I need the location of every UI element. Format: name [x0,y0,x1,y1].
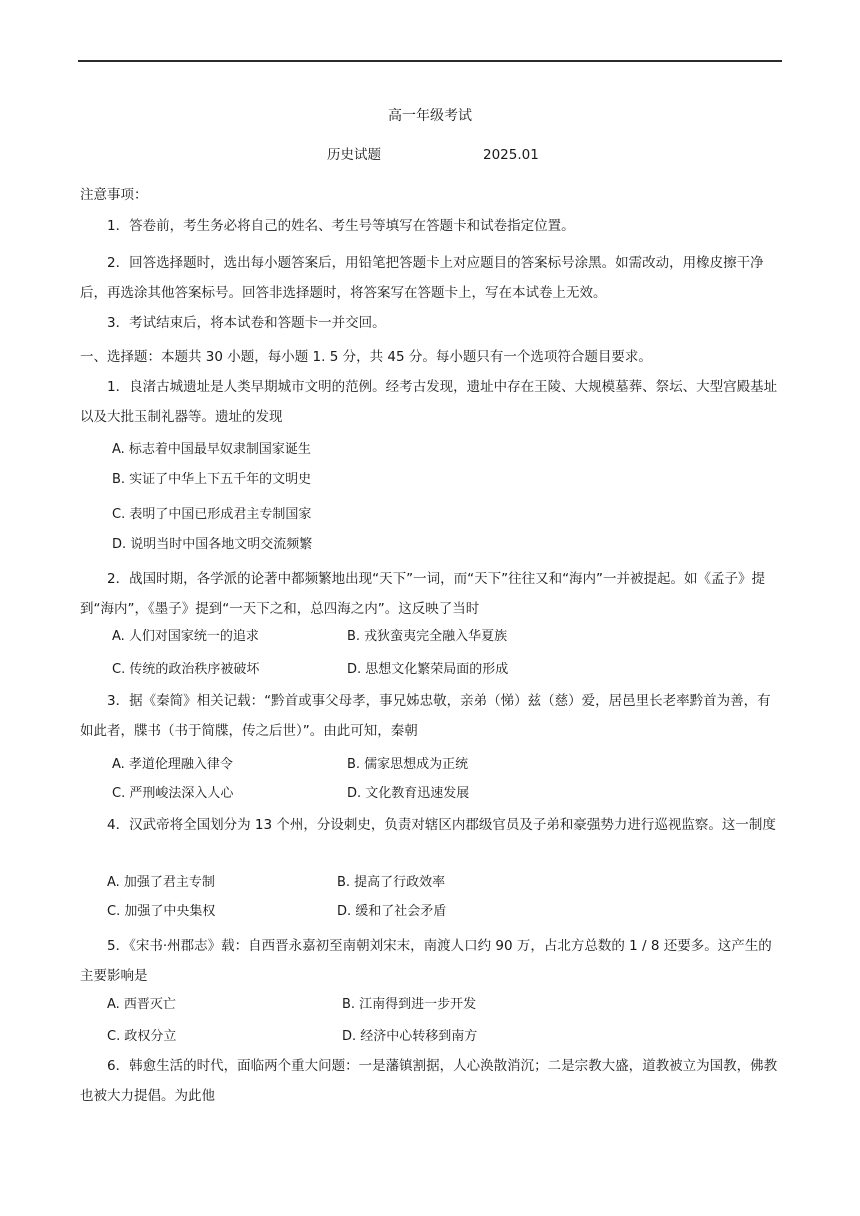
question-4-stem: 4．汉武帝将全国划分为 13 个州，分设刺史，负责对辖区内郡级官员及子弟和豪强势力进行巡视监察。这一制度 [107,817,776,833]
notice-heading: 注意事项： [80,187,148,203]
exam-title: 高一年级考试 [388,108,472,124]
question-1-option-a[interactable]: A. 标志着中国最早奴隶制国家诞生 [112,442,311,457]
question-3-option-a[interactable]: A. 孝道伦理融入律令 [112,757,233,772]
header-rule [78,60,782,62]
question-5-option-d[interactable]: D. 经济中心转移到南方 [342,1029,478,1044]
section-heading: 一、选择题：本题共 30 小题，每小题 1. 5 分，共 45 分。每小题只有一个选项符合题目要求。 [80,349,652,365]
question-5-option-a[interactable]: A. 西晋灭亡 [107,997,176,1012]
question-4-option-a[interactable]: A. 加强了君主专制 [107,875,215,890]
question-6-stem: 6．韩愈生活的时代，面临两个重大问题：一是藩镇割据，人心涣散消沉；二是宗教大盛，道教被立为国教，佛教也被大力提倡。为此他 [80,1058,778,1104]
question-5-option-c[interactable]: C. 政权分立 [107,1029,177,1044]
question-3-option-b[interactable]: B. 儒家思想成为正统 [347,757,469,772]
question-2-option-b[interactable]: B. 戎狄蛮夷完全融入华夏族 [347,629,508,644]
exam-date: 2025.01 [483,147,539,163]
notice-item-3: 3．考试结束后，将本试卷和答题卡一并交回。 [107,315,386,331]
question-3-stem: 3．据《秦简》相关记载：“黔首或事父母孝，事兄姊忠敬，亲弟（悌）兹（慈）爱，居邑里长老率黔首为善，有如此者，牒书（书于简牒，传之后世）”。由此可知，秦朝 [80,693,771,739]
question-1-option-c[interactable]: C. 表明了中国已形成君主专制国家 [112,507,312,522]
question-1-option-b[interactable]: B. 实证了中华上下五千年的文明史 [112,472,312,487]
subject-title: 历史试题 [327,147,381,163]
question-2-option-d[interactable]: D. 思想文化繁荣局面的形成 [347,662,509,677]
question-2-option-a[interactable]: A. 人们对国家统一的追求 [112,629,259,644]
question-3-option-d[interactable]: D. 文化教育迅速发展 [347,786,470,801]
question-2-stem: 2．战国时期，各学派的论著中都频繁地出现“天下”一词，而“天下”往往又和“海内”一并被提起。如《孟子》提到“海内”，《墨子》提到“一天下之和，总四海之内”。这反映了当时 [80,571,766,617]
notice-item-1: 1．答卷前，考生务必将自己的姓名、考生号等填写在答题卡和试卷指定位置。 [107,218,575,234]
question-3-option-c[interactable]: C. 严刑峻法深入人心 [112,786,234,801]
notice-item-2: 2．回答选择题时，选出每小题答案后，用铅笔把答题卡上对应题目的答案标号涂黑。如需改动，用橡皮擦干净后，再选涂其他答案标号。回答非选择题时，将答案写在答题卡上，写在本试卷上无效。 [80,255,764,301]
question-5-stem: 5．《宋书·州郡志》载：自西晋永嘉初至南朝刘宋末，南渡人口约 90 万，占北方总数的 1 / 8 还要多。这产生的主要影响是 [80,938,772,984]
question-5-option-b[interactable]: B. 江南得到进一步开发 [342,997,477,1012]
question-2-option-c[interactable]: C. 传统的政治秩序被破坏 [112,662,260,677]
question-4-option-c[interactable]: C. 加强了中央集权 [107,904,216,919]
question-4-option-d[interactable]: D. 缓和了社会矛盾 [337,904,447,919]
question-1-stem: 1．良渚古城遗址是人类早期城市文明的范例。经考古发现，遗址中存在王陵、大规模墓葬、祭坛、大型宫殿基址以及大批玉制礼器等。遗址的发现 [80,379,778,425]
question-1-option-d[interactable]: D. 说明当时中国各地文明交流频繁 [112,537,313,552]
question-4-option-b[interactable]: B. 提高了行政效率 [337,875,446,890]
